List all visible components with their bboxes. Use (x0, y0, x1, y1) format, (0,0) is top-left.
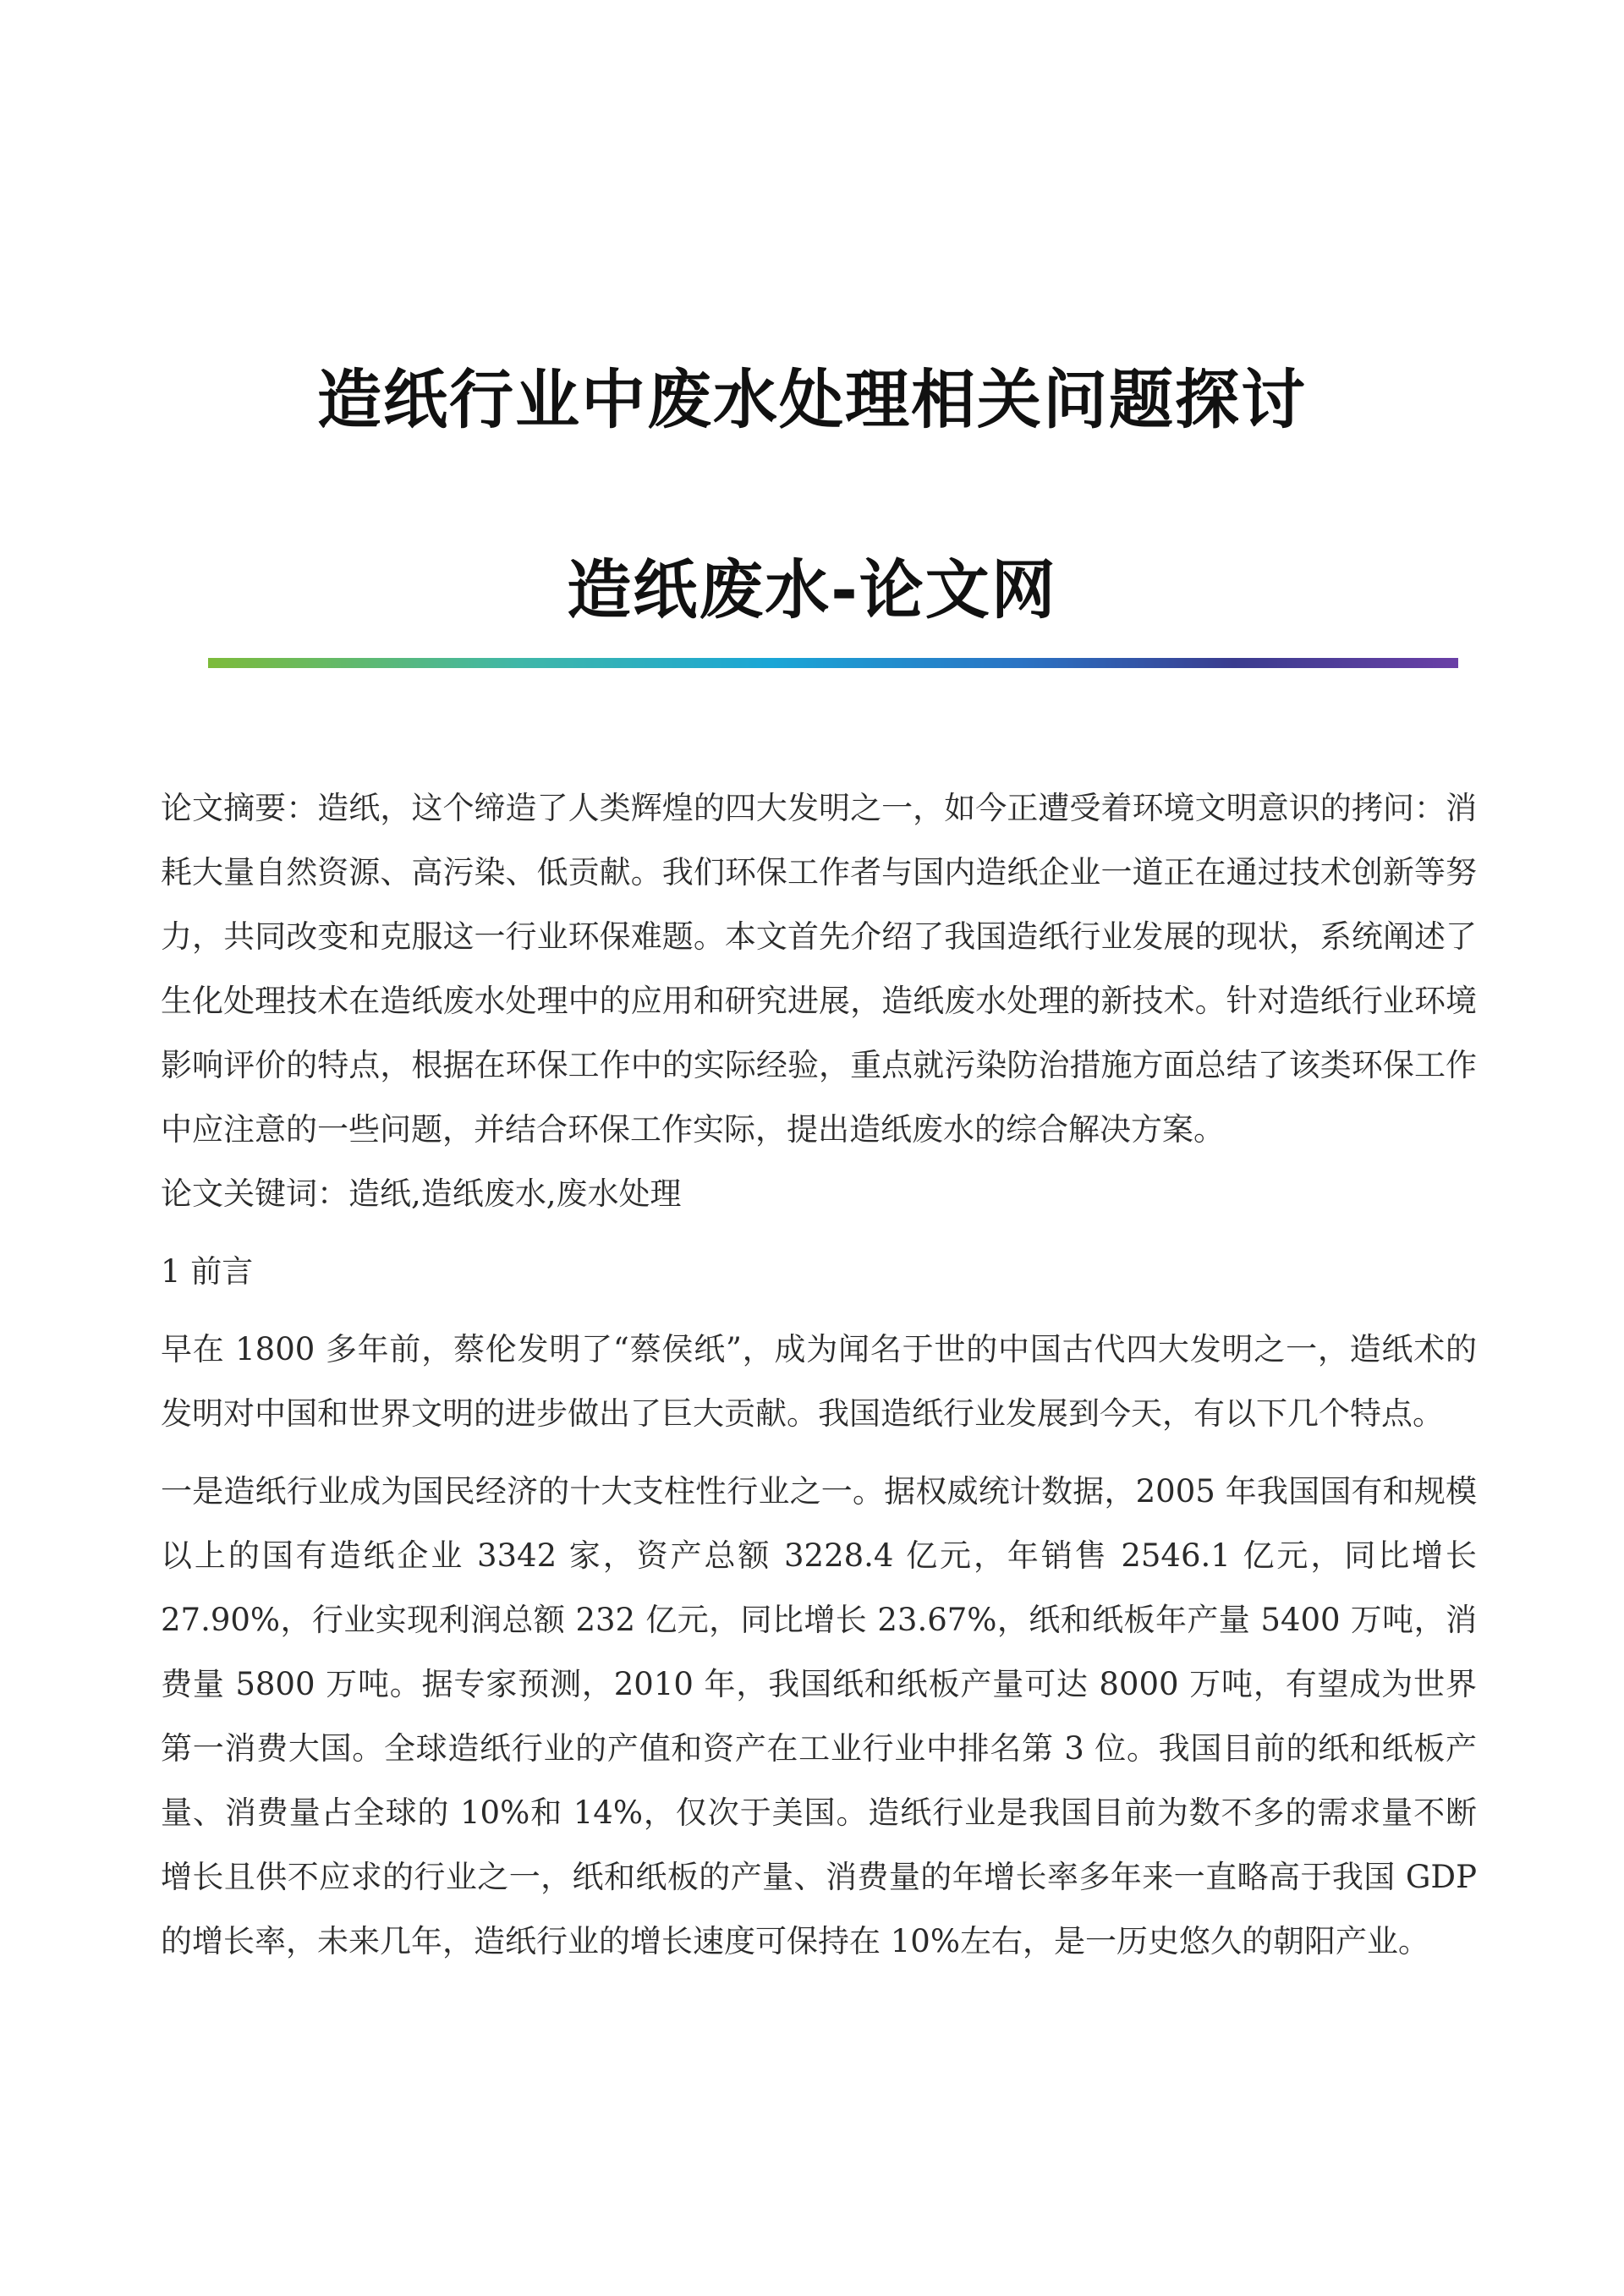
abstract-paragraph: 论文摘要：造纸，这个缔造了人类辉煌的四大发明之一，如今正遭受着环境文明意识的拷问：消耗大量自然资源、高污染、低贡献。我们环保工作者与国内造纸企业一道正在通过技术创新等努力，共同改变和克服这一行业环保难题。本文首先介绍了我国造纸行业发展的现状，系统阐述了生化处理技术在造纸废水处理中的应用和研究进展，造纸废水处理的新技术。针对造纸行业环境影响评价的特点，根据在环保工作中的实际经验，重点就污染防治措施方面总结了该类环保工作中应注意的一些问题，并结合环保工作实际，提出造纸废水的综合解决方案。 (161, 790, 1477, 1148)
page-subtitle: 造纸废水-论文网 (567, 552, 1057, 628)
section-heading: 1 前言 (161, 1253, 254, 1290)
body-paragraph-2: 一是造纸行业成为国民经济的十大支柱性行业之一。据权威统计数据，2005 年我国国有和规模以上的国有造纸企业 3342 家，资产总额 3228.4 亿元，年销售 2546.1 亿元，同比增长 27.90%，行业实现利润总额 232 亿元，同比增长 23.67%，纸和纸板年产量 5400 万吨，消费量 5800 万吨。据专家预测，2010 年，我国纸和纸板产量可达 8000 万吨，有望成为世界第一消费大国。全球造纸行业的产值和资产在工业行业中排名第 3 位。我国目前的纸和纸板产量、消费量占全球的 10%和 14%，仅次于美国。造纸行业是我国目前为数不多的需求量不断增长且供不应求的行业之一，纸和纸板的产量、消费量的年增长率多年来一直略高于我国 GDP 的增长率，未来几年，造纸行业的增长速度可保持在 10%左右，是一历史悠久的朝阳产业。 (161, 1473, 1477, 1959)
gradient-divider (208, 658, 1458, 668)
article-body (161, 776, 1477, 1987)
page-title: 造纸行业中废水处理相关问题探讨 (317, 361, 1307, 437)
keywords-line: 论文关键词：造纸,造纸废水,废水处理 (161, 1175, 682, 1212)
body-paragraph-1: 早在 1800 多年前，蔡伦发明了“蔡侯纸”，成为闻名于世的中国古代四大发明之一，造纸术的发明对中国和世界文明的进步做出了巨大贡献。我国造纸行业发展到今天，有以下几个特点。 (161, 1331, 1477, 1432)
